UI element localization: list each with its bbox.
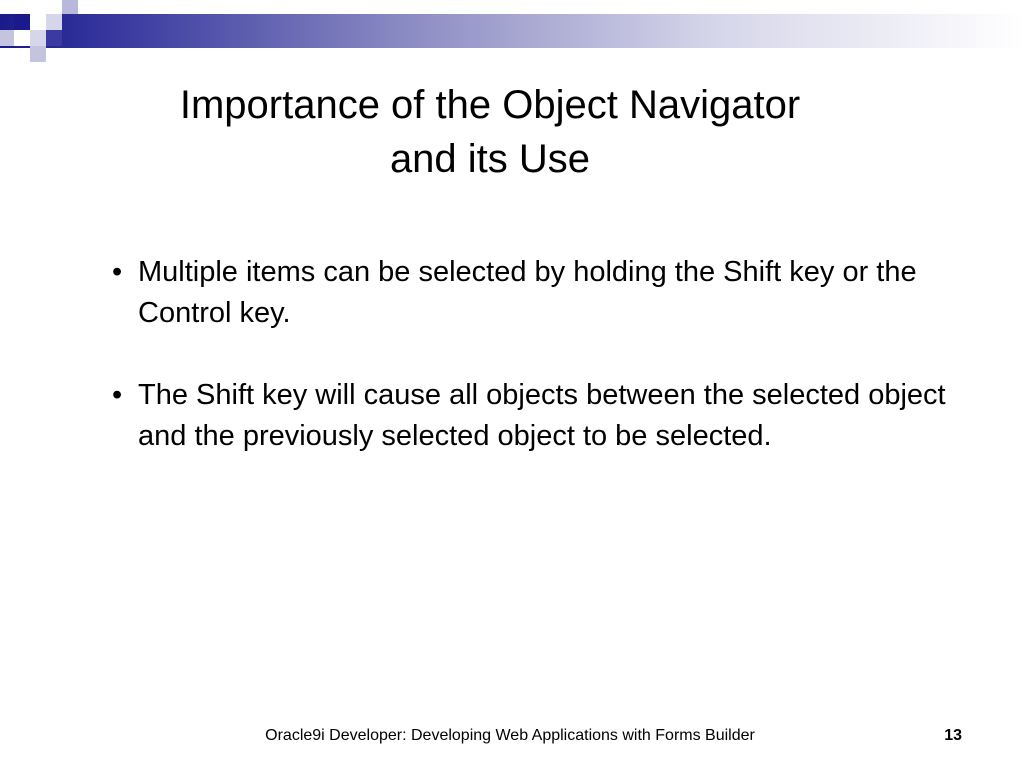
slide-title-line-2: and its Use bbox=[389, 137, 591, 181]
decor-square bbox=[62, 0, 78, 14]
bullet-item bbox=[110, 252, 970, 334]
slide-title bbox=[100, 78, 880, 186]
decor-square bbox=[14, 14, 30, 30]
bullet-text: The Shift key will cause all objects between the selected object and the previously selected object to be selected. bbox=[138, 379, 946, 452]
bullet-item bbox=[110, 375, 970, 457]
decor-square bbox=[30, 46, 46, 62]
decor-square bbox=[0, 30, 14, 46]
bullet-list bbox=[110, 252, 970, 498]
page-number: 13 bbox=[944, 727, 962, 744]
slide-title-line-1: Importance of the Object Navigator bbox=[179, 83, 801, 127]
decor-square bbox=[30, 14, 46, 30]
decor-square bbox=[30, 30, 46, 46]
footer-caption: Oracle9i Developer: Developing Web Applications with Forms Builder bbox=[265, 727, 755, 744]
decor-square bbox=[14, 30, 30, 46]
header-gradient-band bbox=[0, 14, 1024, 48]
bullet-marker: • bbox=[112, 256, 123, 288]
bullet-text: Multiple items can be selected by holding the Shift key or the Control key. bbox=[138, 256, 917, 329]
bullet-marker: • bbox=[112, 379, 123, 411]
decor-square bbox=[46, 14, 62, 30]
decor-square bbox=[46, 30, 62, 46]
